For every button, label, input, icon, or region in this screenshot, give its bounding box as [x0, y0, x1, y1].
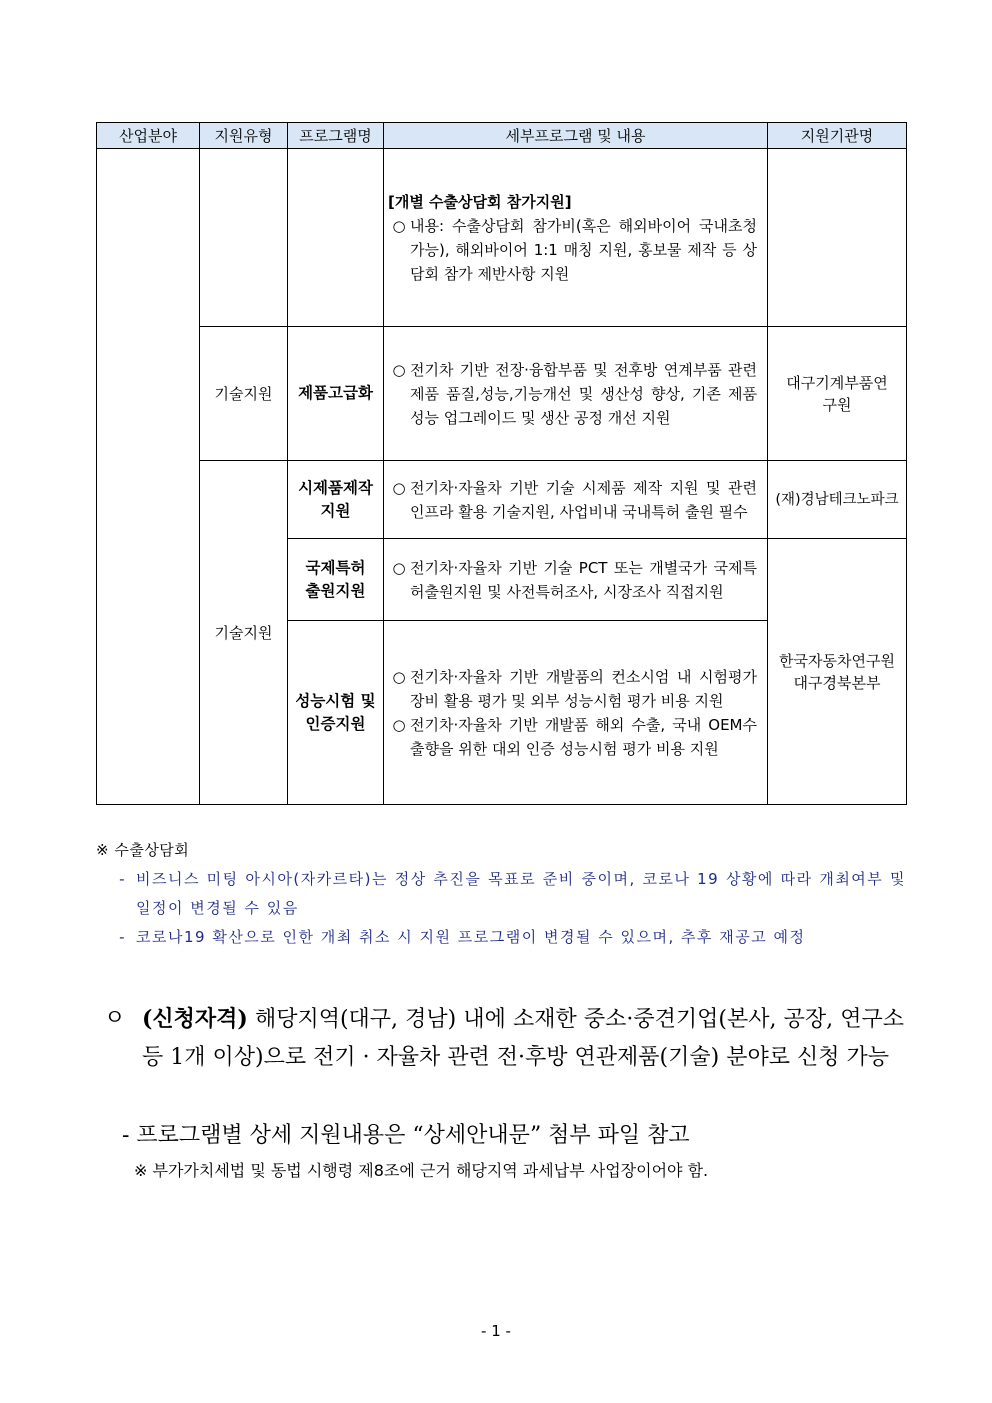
table-row — [97, 461, 907, 539]
header-program-name: 프로그램명 — [288, 123, 384, 149]
note-item — [96, 865, 906, 923]
program-cell — [288, 149, 384, 327]
detail-heading: [개별 수출상담회 참가지원] — [388, 192, 572, 211]
table-row — [97, 327, 907, 461]
program-cell: 시제품제작지원 — [288, 461, 384, 539]
detail-cell — [384, 621, 768, 805]
eligibility-sub: - 프로그램별 상세 지원내용은 “상세안내문” 첨부 파일 참고 — [122, 1123, 690, 1148]
bullet-marker: ○ — [392, 558, 406, 577]
bullet-marker: ○ — [392, 715, 406, 734]
program-table — [96, 122, 907, 805]
header-details: 세부프로그램 및 내용 — [384, 123, 768, 149]
type-cell: 기술지원 — [200, 461, 288, 805]
header-agency: 지원기관명 — [768, 123, 907, 149]
eligibility-marker: ㅇ — [104, 1006, 126, 1031]
detail-bullet — [388, 556, 757, 604]
program-cell: 성능시험 및 인증지원 — [288, 621, 384, 805]
agency-cell: 한국자동차연구원 대구경북본부 — [768, 539, 907, 805]
type-cell — [200, 149, 288, 327]
note-dash: - — [119, 870, 126, 888]
detail-text: 전기차 기반 전장·융합부품 및 전후방 연계부품 관련 제품 품질,성능,기능개선 및 생산성 향상, 기존 제품 성능 업그레이드 및 생산 공정 개선 지원 — [410, 360, 757, 427]
detail-cell — [384, 461, 768, 539]
eligibility-body: 해당지역(대구, 경남) 내에 소재한 중소·중견기업(본사, 공장, 연구소 등 1개 이상)으로 전기 · 자율차 관련 전·후방 연관제품(기술) 분야로 신청 가능 — [142, 1007, 904, 1070]
note-item — [96, 923, 906, 952]
detail-bullet — [388, 214, 757, 286]
agency-cell: (재)경남테크노파크 — [768, 461, 907, 539]
notes-section — [96, 836, 906, 952]
bullet-marker: ○ — [392, 667, 406, 686]
header-support-type: 지원유형 — [200, 123, 288, 149]
detail-cell — [384, 149, 768, 327]
note-dash: - — [119, 928, 126, 946]
detail-bullet — [388, 358, 757, 430]
type-cell: 기술지원 — [200, 327, 288, 461]
detail-bullet — [388, 713, 757, 761]
agency-cell — [768, 149, 907, 327]
detail-text: 내용: 수출상담회 참가비(혹은 해외바이어 국내초청 가능), 해외바이어 1:1 매칭 지원, 홍보물 제작 등 상담회 참가 제반사항 지원 — [410, 216, 757, 283]
agency-cell: 대구기계부품연구원 — [768, 327, 907, 461]
detail-text: 전기차·자율차 기반 개발품의 컨소시엄 내 시험평가 장비 활용 평가 및 외부 성능시험 평가 비용 지원 — [410, 667, 757, 710]
detail-cell — [384, 327, 768, 461]
detail-text: 전기차·자율차 기반 기술 PCT 또는 개별국가 국제특허출원지원 및 사전특허조사, 시장조사 직접지원 — [410, 558, 757, 601]
notes-title: ※ 수출상담회 — [96, 841, 190, 859]
program-cell: 제품고급화 — [288, 327, 384, 461]
bullet-marker: ○ — [392, 360, 406, 379]
table-header-row — [97, 123, 907, 149]
program-cell: 국제특허출원지원 — [288, 539, 384, 621]
page-number: - 1 - — [481, 1322, 511, 1340]
detail-text: 전기차·자율차 기반 개발품 해외 수출, 국내 OEM수출향을 위한 대외 인증 성능시험 평가 비용 지원 — [410, 715, 757, 758]
bullet-marker: ○ — [392, 216, 406, 235]
note-text: 비즈니스 미팅 아시아(자카르타)는 정상 추진을 목표로 준비 중이며, 코로나 19 상황에 따라 개최여부 및 일정이 변경될 수 있음 — [136, 870, 906, 917]
note-text: 코로나19 확산으로 인한 개최 취소 시 지원 프로그램이 변경될 수 있으며, 추후 재공고 예정 — [136, 928, 806, 946]
industry-cell — [97, 149, 200, 805]
eligibility-section — [104, 1000, 904, 1077]
header-industry: 산업분야 — [97, 123, 200, 149]
detail-cell — [384, 539, 768, 621]
bullet-marker: ○ — [392, 478, 406, 497]
eligibility-note: ※ 부가가치세법 및 동법 시행령 제8조에 근거 해당지역 과세납부 사업장이어야 함. — [134, 1161, 709, 1180]
eligibility-label: (신청자격) — [142, 1006, 248, 1032]
table-row — [97, 149, 907, 327]
detail-text: 전기차·자율차 기반 기술 시제품 제작 지원 및 관련 인프라 활용 기술지원, 사업비내 국내특허 출원 필수 — [410, 478, 757, 521]
eligibility-text — [142, 1000, 904, 1077]
detail-bullet — [388, 476, 757, 524]
detail-bullet — [388, 665, 757, 713]
